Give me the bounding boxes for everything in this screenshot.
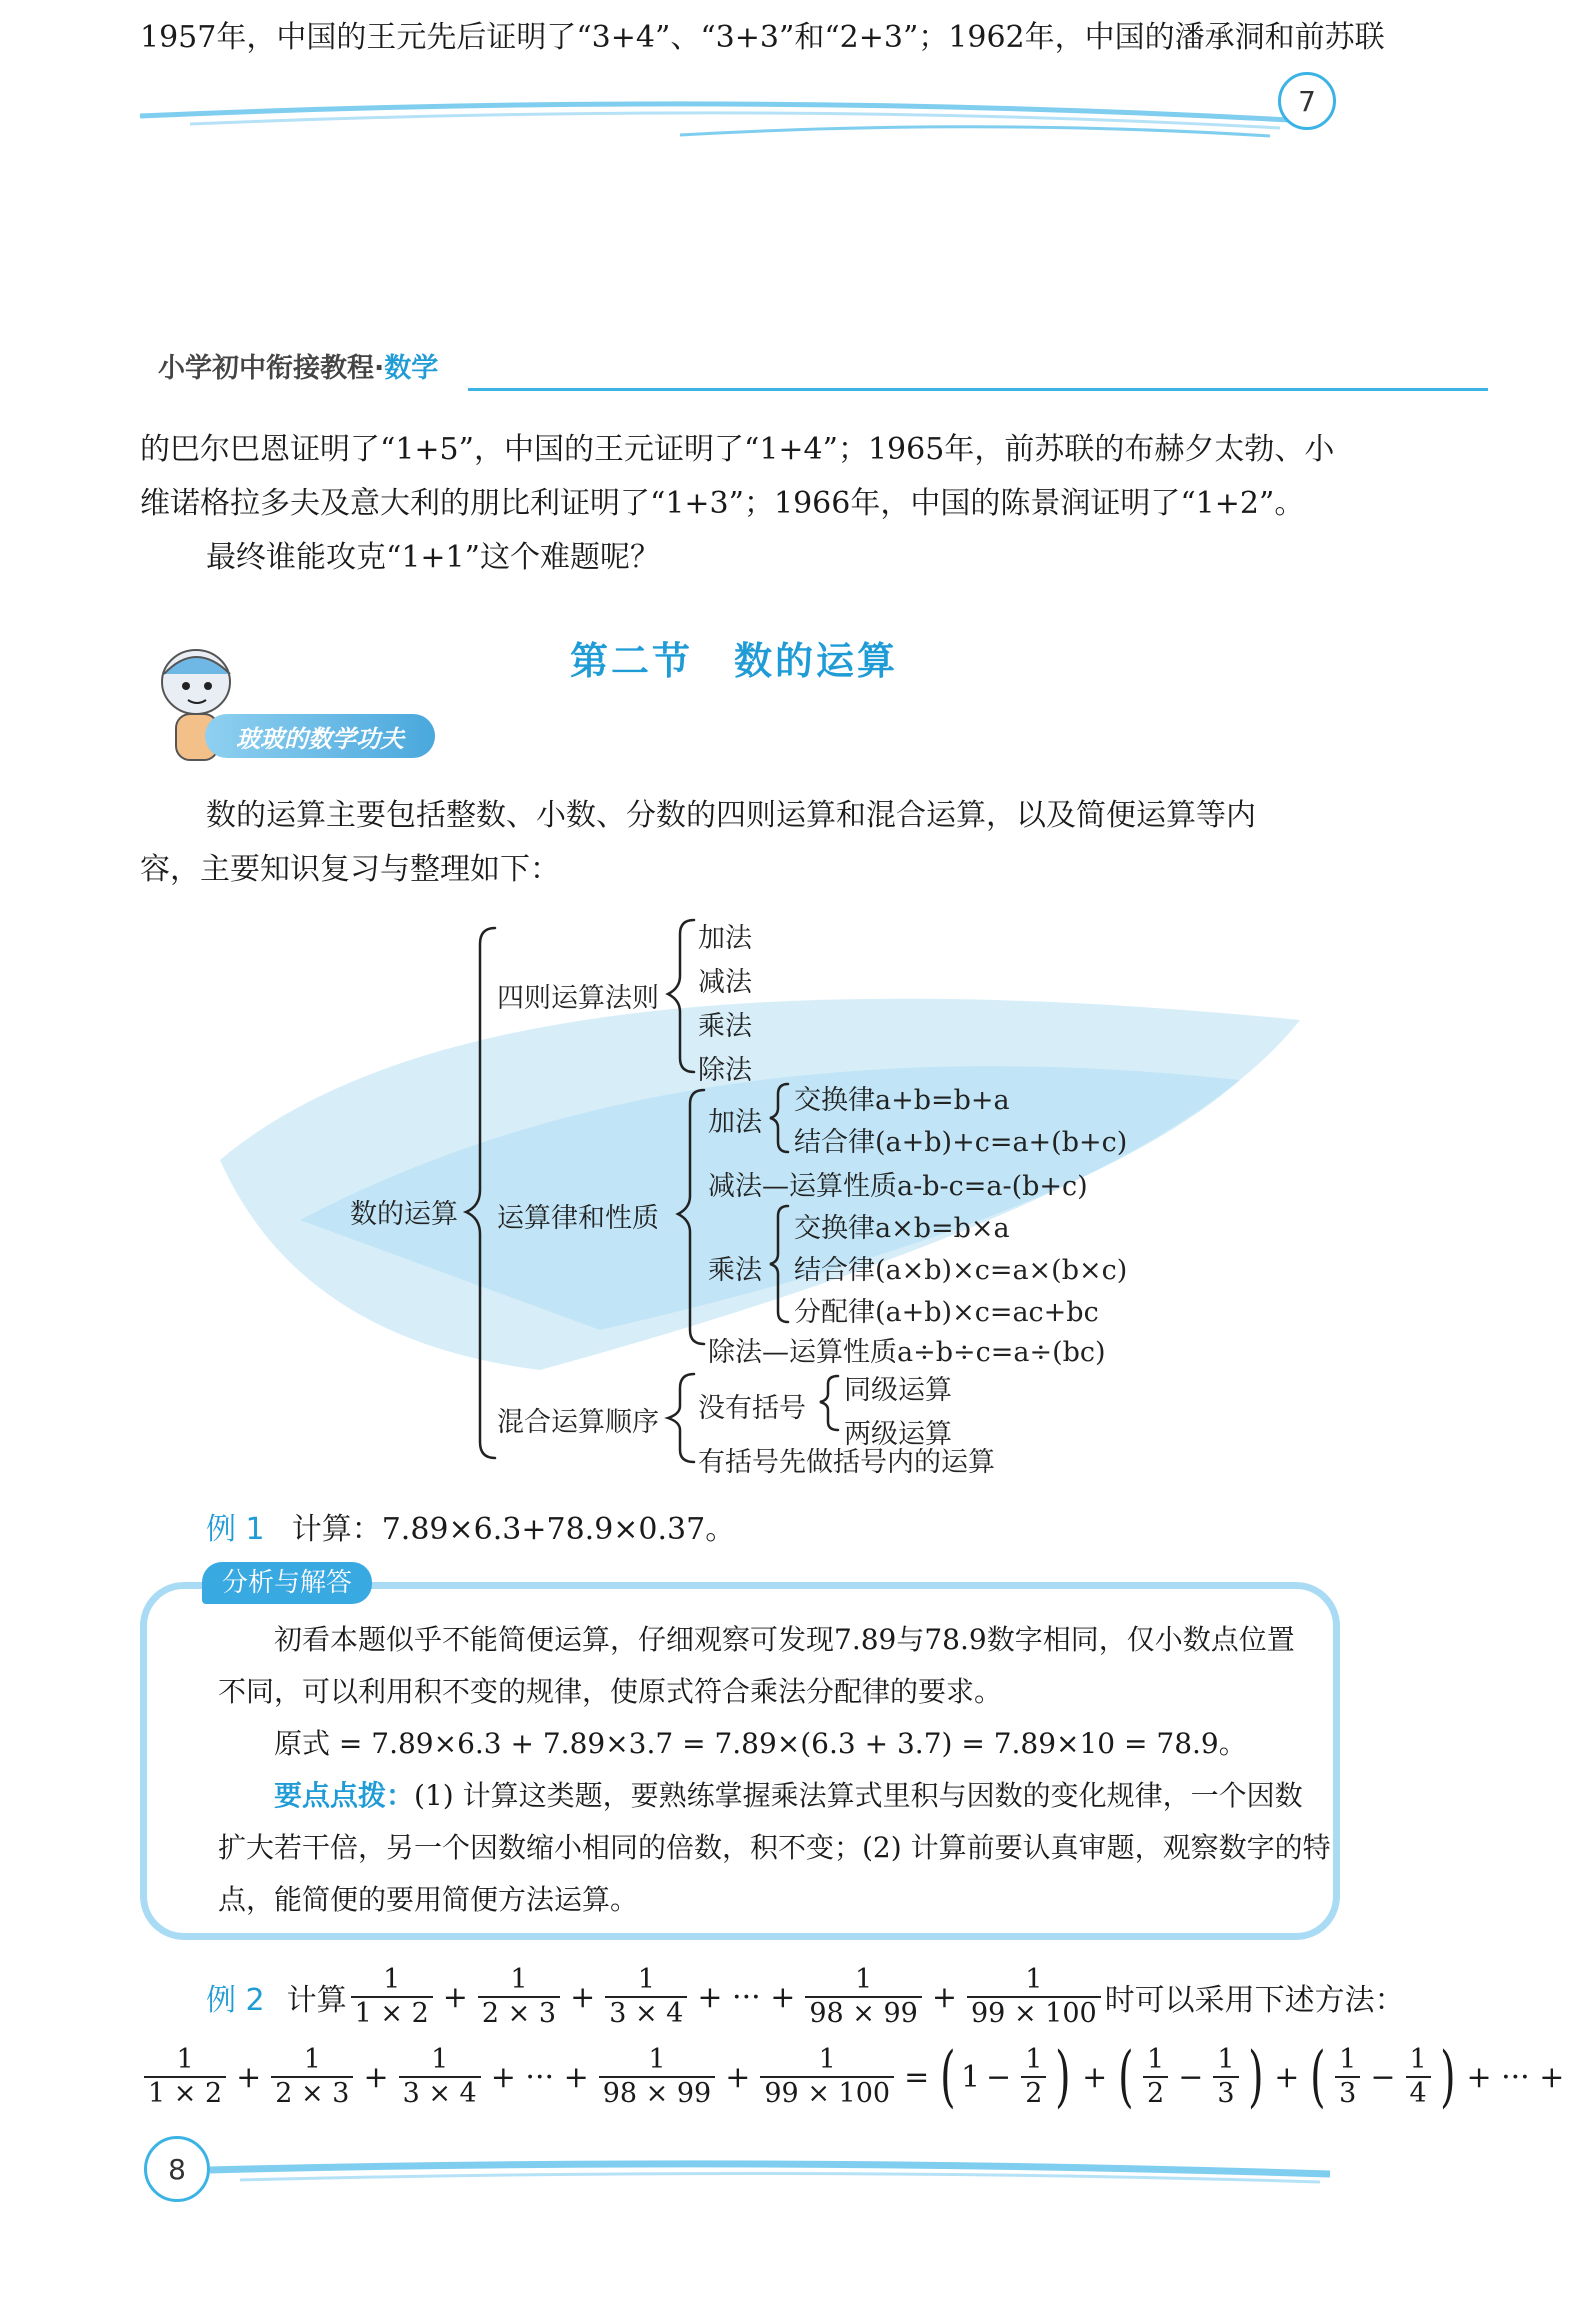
tree-no-bracket: 没有括号 [698, 1393, 806, 1424]
tree-leaf-div: 除法 [698, 1055, 752, 1086]
tip-line-3: 点，能简便的要用简便方法运算。 [218, 1883, 639, 1916]
tree-root: 数的运算 [350, 1199, 458, 1230]
eq-fraction-3-4: $\frac{1}{3 \times 4}$ [399, 2044, 481, 2110]
tree-with-bracket: 有括号先做括号内的运算 [698, 1447, 995, 1478]
tree-add-commutative: 交换律a+b=b+a [794, 1085, 1010, 1116]
example-2-suffix: 时可以采用下述方法： [1104, 1983, 1405, 2018]
tip-label: 要点点拨： [274, 1779, 415, 1812]
fraction-1-2: $\frac{1}{1 \times 2}$ [351, 1964, 433, 2030]
bottom-page-number: 8 [144, 2136, 210, 2202]
tree-leaf-mul: 乘法 [698, 1011, 752, 1042]
bottom-page-swoosh [200, 2150, 1350, 2200]
tip-line-2: 扩大若干倍，另一个因数缩小相同的倍数，积不变；(2) 计算前要认真审题，观察数字的特 [218, 1831, 1331, 1864]
summary-line-2: 容，主要知识复习与整理如下： [140, 852, 560, 887]
tree-mul-commutative: 交换律a×b=b×a [794, 1213, 1010, 1244]
summary-line-1: 数的运算主要包括整数、小数、分数的四则运算和混合运算，以及简便运算等内 [206, 798, 1256, 833]
tree-branch-four-operations: 四则运算法则 [497, 983, 659, 1014]
tree-mul-distributive: 分配律(a+b)×c=ac+bc [794, 1297, 1099, 1328]
fraction-99-100: $\frac{1}{99 \times 100}$ [967, 1964, 1101, 2030]
fraction-98-99: $\frac{1}{98 \times 99}$ [805, 1964, 922, 2030]
analysis-solution: 原式 = 7.89×6.3 + 7.89×3.7 = 7.89×(6.3 + 3.7) = 7.89×10 = 78.9。 [274, 1727, 1247, 1760]
header-series: 小学初中衔接教程· [158, 353, 385, 384]
analysis-line-1: 初看本题似乎不能简便运算，仔细观察可发现7.89与78.9数字相同，仅小数点位置 [274, 1623, 1295, 1656]
tree-branch-laws: 运算律和性质 [497, 1203, 659, 1234]
tip-text-1: (1) 计算这类题，要熟练掌握乘法算式里积与因数的变化规律，一个因数 [414, 1779, 1303, 1812]
tree-two-level: 两级运算 [844, 1419, 952, 1450]
eq-fraction-2-3: $\frac{1}{2 \times 3}$ [271, 2044, 353, 2110]
top-page-text: 1957年，中国的王元先后证明了“3+4”、“3+3”和“2+3”；1962年，中国的潘承洞和前苏联 [140, 20, 1385, 55]
section-title: 第二节 数的运算 [570, 638, 899, 683]
top-page-number: 7 [1278, 72, 1336, 130]
telescoping-equation: $\frac{1}{1 \times 2}$ + $\frac{1}{2 \times 3}$ + $\frac{1}{3 \times 4}$ + ··· + $\frac{1}{98 \times 99}$ + $\frac{1}{99 \times 100}$ = ( 1 − $\frac{1}{2}$ ) + ( $\frac{1}{2}$ − $\frac{1}{3}$ ) + ( $\frac{1}{3}$ − $\frac{1}{4}$ ) + ··· + [140, 2044, 1570, 2110]
analysis-line-2: 不同，可以利用积不变的规律，使原式符合乘法分配律的要求。 [218, 1675, 1003, 1708]
kungfu-banner-text: 玻玻的数学功夫 [236, 724, 404, 753]
tree-leaf-add: 加法 [698, 923, 752, 954]
example-2-prefix: 计算 [286, 1983, 347, 2018]
tree-mul-label: 乘法 [708, 1255, 762, 1286]
tree-sub-property: 减法—运算性质a-b-c=a-(b+c) [708, 1171, 1088, 1202]
tree-add-associative: 结合律(a+b)+c=a+(b+c) [794, 1127, 1128, 1158]
example-2-heading: 例 2 计算 $\frac{1}{1 \times 2}$ + $\frac{1}{2 \times 3}$ + $\frac{1}{3 \times 4}$ + ··· + $\frac{1}{98 \times 99}$ + $\frac{1}{99 \times 100}$ 时可以采用下述方法： [206, 1964, 1405, 2029]
header-subject: 数学 [384, 353, 439, 384]
tree-same-level: 同级运算 [844, 1375, 952, 1406]
tree-add-label: 加法 [708, 1107, 762, 1138]
intro-line-3: 最终谁能攻克“1+1”这个难题呢？ [206, 540, 660, 575]
analysis-title-text: 分析与解答 [222, 1568, 353, 1598]
eq-fraction-1-2: $\frac{1}{1 \times 2}$ [144, 2044, 226, 2110]
tree-mul-associative: 结合律(a×b)×c=a×(b×c) [794, 1255, 1128, 1286]
fraction-3-4: $\frac{1}{3 \times 4}$ [605, 1964, 687, 2030]
tree-leaf-sub: 减法 [698, 967, 752, 998]
tree-branch-mixed-order: 混合运算顺序 [497, 1407, 659, 1438]
tip-line-1 [274, 1770, 1303, 1822]
eq-ellipsis: + ··· + [490, 2059, 589, 2095]
eq-fraction-99-100: $\frac{1}{99 \times 100}$ [760, 2044, 894, 2110]
eq-fraction-98-99: $\frac{1}{98 \times 99}$ [599, 2044, 716, 2110]
analysis-box-title [202, 1562, 372, 1604]
fraction-2-3: $\frac{1}{2 \times 3}$ [478, 1964, 560, 2030]
ellipsis: + ··· + [697, 1979, 796, 2015]
example-1-heading [206, 1504, 735, 1548]
example-1-label: 例 1 [206, 1512, 265, 1547]
example-1-text: 计算：7.89×6.3+78.9×0.37。 [291, 1512, 736, 1547]
intro-line-2: 维诺格拉多夫及意大利的朋比利证明了“1+3”；1966年，中国的陈景润证明了“1+2”。 [140, 486, 1305, 521]
intro-line-1: 的巴尔巴恩证明了“1+5”，中国的王元证明了“1+4”；1965年，前苏联的布赫夕太勃、小 [140, 432, 1335, 467]
example-2-label: 例 2 [206, 1983, 265, 2018]
tree-div-property: 除法—运算性质a÷b÷c=a÷(bc) [708, 1337, 1106, 1368]
